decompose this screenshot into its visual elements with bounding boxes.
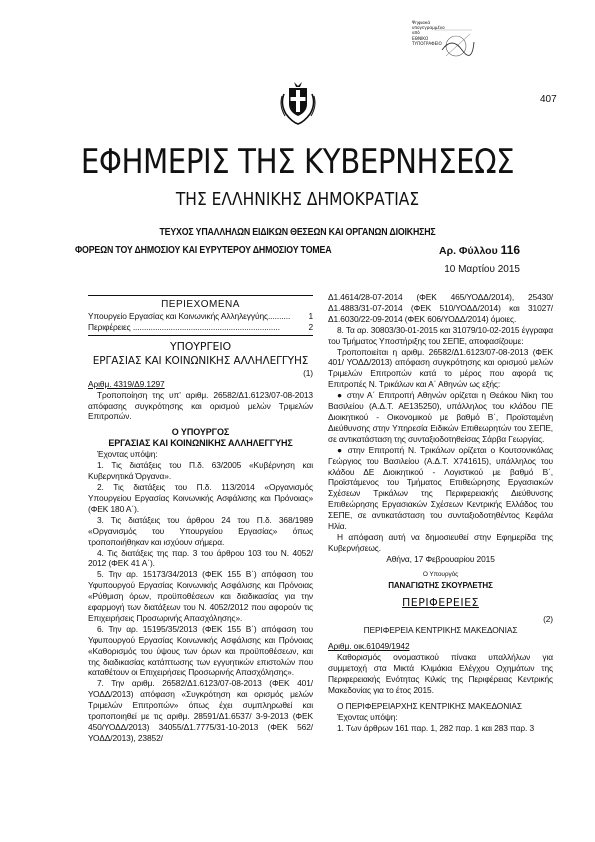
digital-signature-stamp (412, 20, 482, 68)
minister-label: Ο Υπουργός (422, 570, 459, 578)
toc-item[interactable] (88, 322, 313, 333)
issue-line-1: ΤΕΥΧΟΣ ΥΠΑΛΛΗΛΩΝ ΕΙΔΙΚΩΝ ΘΕΣΕΩΝ ΚΑΙ ΟΡΓΑΝΩΝ ΔΙΟΙΚΗΣΗΣ (159, 227, 436, 238)
paragraph: Δ1.4614/28-07-2014 (ΦΕΚ 465/ΥΟΔΔ/2014), 25430/Δ1.4883/31-07-2014 (ΦΕΚ 510/ΥΟΔΔ/2014) και 31027/Δ1.6030/22-09-2014 (ΦΕΚ 606/ΥΟΔΔ/2014) όμοιες. (328, 292, 553, 324)
bullet-item: ● στην Α΄ Επιτροπή Αθηνών ορίζεται η Θεάκου Νίκη του Βασιλείου (Α.Δ.Τ. ΑΕ135250), υπάλληλος του κλάδου ΠΕ Διοικητικού - Οικονομικού με βαθμό Β΄, Προϊσταμένη Διεύθυνσης στην Υπηρεσία Ειδικών Επιθεωρητών του ΣΕΠΕ, σε αντικατάσταση της συνταξιοδοτηθείσας Σάρβα Γεωργίας. (328, 390, 553, 444)
paragraph: Τροποποιείται η αριθμ. 26582/Δ1.6123/07-08-2013 (ΦΕΚ 401/ ΥΟΔΔ/2013) απόφαση συγκρότησης και ορισμού μελών Τριμελών Επιτροπών κατά το μέρος που αφορά τις Επιτροπές Ν. Τρικάλων και Α΄ Αθηνών ως εξής: (328, 346, 553, 390)
divider (88, 295, 313, 296)
paragraph: 4. Τις διατάξεις της παρ. 3 του άρθρου 103 του Ν. 4052/ 2012 (ΦΕΚ 41 Α΄). (88, 547, 313, 569)
region-name: ΠΕΡΙΦΕΡΕΙΑ ΚΕΝΤΡΙΚΗΣ ΜΑΚΕΔΟΝΙΑΣ (363, 625, 518, 636)
stamp-line: από (412, 30, 420, 36)
paragraph: 8. Τα αρ. 30803/30-01-2015 και 31079/10-02-2015 έγγραφα του Τμήματος Υποστήριξης του ΣΕΠΕ, αποφασίζουμε: (328, 324, 553, 346)
paragraph: 1. Των άρθρων 161 παρ. 1, 282 παρ. 1 και 283 παρ. 3 (337, 722, 535, 733)
paragraph: Η απόφαση αυτή να δημοσιευθεί στην Εφημερίδα της Κυβερνήσεως. (328, 531, 553, 553)
section-heading-regions: ΠΕΡΙΦΕΡΕΙΕΣ (402, 596, 479, 610)
decision-title: Τροποποίηση της υπ’ αριθμ. 26582/Δ1.6123/07-08-2013 απόφασης συγκρότησης και ορισμού μελών Τριμελών Επιτροπών. (88, 389, 313, 422)
gazette-subtitle: ΤΗΣ ΕΛΛΗΝΙΚΗΣ ΔΗΜΟΚΡΑΤΙΑΣ (175, 189, 420, 210)
toc-item-page: 2 (308, 321, 313, 332)
gazette-title: ΕΦΗΜΕΡΙΣ ΤΗΣ ΚΥΒΕΡΝΗΣΕΩΣ (80, 142, 515, 182)
place-date: Αθήνα, 17 Φεβρουαρίου 2015 (386, 553, 495, 564)
stamp-line: Ψηφιακά (412, 20, 431, 25)
page-number: 407 (540, 94, 557, 105)
divider (88, 335, 313, 336)
decision-number: Αριθμ. οικ.61049/1942 (328, 641, 410, 652)
considering-label: Έχοντας υπόψη: (337, 711, 398, 722)
sheet-number (439, 243, 520, 257)
toc-item-page: 1 (308, 311, 313, 321)
toc-item-label: Υπουργείο Εργασίας και Κοινωνικής Αλληλεγγύης.......... (88, 311, 291, 321)
paragraph: 2. Τις διατάξεις του Π.δ. 113/2014 «Οργανισμός Υπουργείου Εργασίας Κοινωνικής Ασφάλισης και Πρόνοιας» (ΦΕΚ 180 Α΄). (88, 482, 313, 514)
minister-heading-1: Ο ΥΠΟΥΡΓΟΣ (171, 427, 230, 438)
ministry-heading-1: ΥΠΟΥΡΓΕΙΟ (169, 339, 232, 353)
bullet-item: ● στην Επιτροπή Ν. Τρικάλων ορίζεται ο Κουτσονικόλας Γεώργιος του Βασιλείου (Α.Δ.Τ. Χ741615), υπάλληλος του κλάδου ΔΕ Διοικητικού - Λογιστικού με βαθμό Β΄, Προϊστάμενος του Τμήματος Επιθεώρησης Εργασιακών Σχέσεων Τρικάλων της Περιφερειακής Διεύθυνσης Επιθεώρησης Εργασιακών Σχέσεων Κεντρικής Ελλάδος του ΣΕΠΕ, σε αντικατάσταση του συνταξιοδοτηθέντος Κεφάλα Ηλία. (328, 444, 553, 532)
left-column (88, 293, 313, 744)
toc-heading: ΠΕΡΙΕΧΟΜΕΝΑ (161, 299, 240, 310)
decision-title: Καθορισμός ονομαστικού πίνακα υπαλλήλων για συμμετοχή στα Μικτά Κλιμάκια Ελέγχου Οχημάτων της Περιφερειακής Ενότητας Κιλκίς της Περιφέρειας Κεντρικής Μακεδονίας για το έτος 2015. (328, 652, 553, 695)
minister-heading-2: ΕΡΓΑΣΙΑΣ ΚΑΙ ΚΟΙΝΩΝΙΚΗΣ ΑΛΛΗΛΕΓΓΥΗΣ (108, 438, 293, 449)
sheet-value: 116 (500, 243, 520, 257)
stamp-line: υπογεγραμμένο (412, 25, 445, 31)
decision-marker: (2) (543, 614, 553, 625)
signature-scribble-icon (412, 20, 482, 68)
paragraph: 1. Τις διατάξεις του Π.δ. 63/2005 «Κυβέρνηση και Κυβερνητικά Όργανα». (88, 460, 313, 482)
paragraph: 6. Την αρ. 15195/35/2013 (ΦΕΚ 155 Β΄) απόφαση του Υφυπουργού Εργασίας Κοινωνικής Ασφάλισης και Πρόνοιας «Καθορισμός του ύψους των όρων και προϋποθέσεων, και της διαδικασίας κατάπτωσης των εγγυητικών επιστολών που καταθέτουν οι Επιχειρήσεις Προσωρινής Απασχόλησης». (88, 623, 313, 678)
decision-number: Αριθμ. 4319/Δ9.1297 (88, 378, 165, 389)
toc-item[interactable] (88, 311, 313, 322)
issue-date: 10 Μαρτίου 2015 (444, 264, 520, 275)
greek-coat-of-arms-icon (278, 80, 318, 125)
governor-heading: Ο ΠΕΡΙΦΕΡΕΙΑΡΧΗΣ ΚΕΝΤΡΙΚΗΣ ΜΑΚΕΔΟΝΙΑΣ (337, 700, 522, 711)
stamp-line: ΕΘΝΙΚΟ (412, 35, 429, 41)
issue-line-2: ΦΟΡΕΩΝ ΤΟΥ ΔΗΜΟΣΙΟΥ ΚΑΙ ΕΥΡΥΤΕΡΟΥ ΔΗΜΟΣΙΟΥ ΤΟΜΕΑ (75, 245, 332, 256)
minister-name: ΠΑΝΑΓΙΩΤΗΣ ΣΚΟΥΡΛΕΤΗΣ (388, 580, 493, 590)
toc-item-label: Περιφέρειες .................................................................. (88, 321, 280, 332)
paragraph: 3. Τις διατάξεις του άρθρου 24 του Π.δ. 368/1989 «Οργανισμός του Υπουργείου Εργασίας» όπως τροποποιήθηκαν και ισχύουν σήμερα. (88, 514, 313, 547)
right-column (328, 292, 553, 734)
paragraph: 7. Την αριθμ. 26582/Δ1.6123/07-08-2013 (ΦΕΚ 401/ΥΟΔΔ/2013) απόφαση «Συγκρότηση και ορισμός μελών Τριμελών Επιτροπών» όπως έχει συμπληρωθεί και τροποποιηθεί με τις αριθμ. 28591/Δ1.6537/ 3-9-2013 (ΦΕΚ 450/ΥΟΔΔ/2013) 34055/Δ1.7775/31-10-2013 (ΦΕΚ 562/ΥΟΔΔ/2013), 23852/ (88, 678, 313, 743)
stamp-line: ΤΥΠΟΓΡΑΦΕΙΟ (412, 40, 442, 46)
decision-marker: (1) (303, 367, 313, 378)
sheet-label: Αρ. Φύλλου (438, 245, 498, 257)
paragraph: 5. Την αρ. 15173/34/2013 (ΦΕΚ 155 Β΄) απόφαση του Υφυπουργού Εργασίας Κοινωνικής Ασφάλισης και Πρόνοιας «Ρύθμιση όρων, προϋποθέσεων και διαδικασίας για την εφαρμογή των διατάξεων του Ν. 4052/2012 που αφορούν τις Επιχειρήσεις Προσωρινής Απασχόλησης». (88, 569, 313, 623)
considering-label: Έχοντας υπόψη: (97, 449, 158, 460)
ministry-heading-2: ΕΡΓΑΣΙΑΣ ΚΑΙ ΚΟΙΝΩΝΙΚΗΣ ΑΛΛΗΛΕΓΓΥΗΣ (92, 354, 309, 367)
